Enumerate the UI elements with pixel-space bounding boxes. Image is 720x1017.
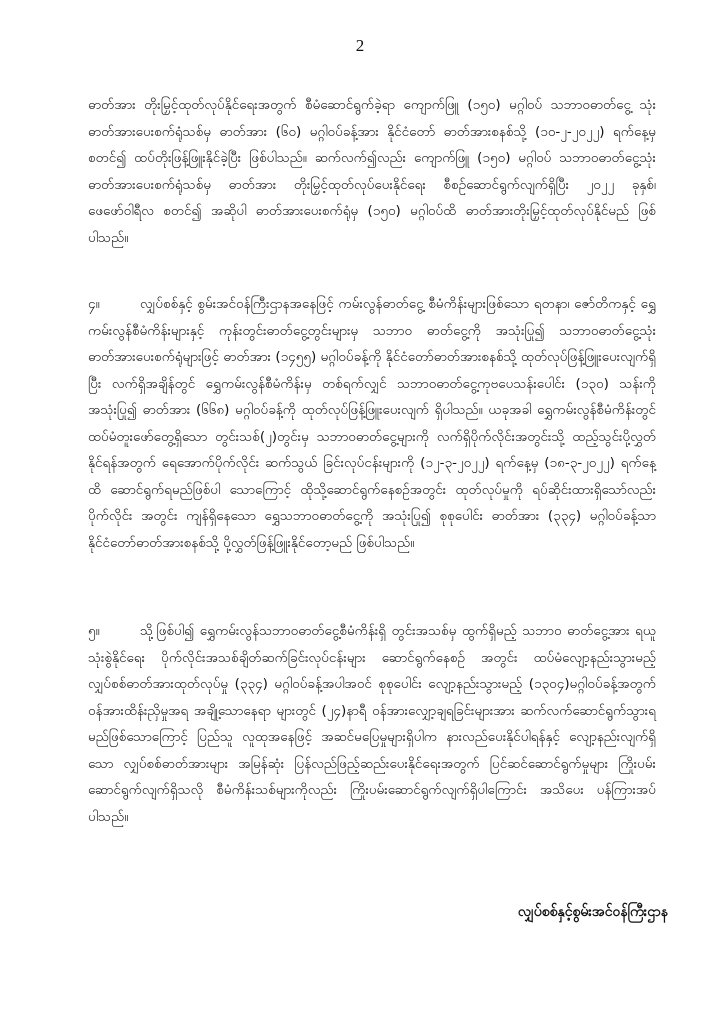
- paragraph-text: သို့ဖြစ်ပါ၍ ရွှေကမ်းလွန်သဘာဝဓာတ်ငွေ့စီမံကိန်းရှိ တွင်းအသစ်မှ ထွက်ရှိမည့် သဘာဝ ဓာတ်ငွေ့အား ရယူသုံးစွဲနိုင်ရေး ပိုက်လိုင်းအသစ်ချိတ်ဆက်ခြင်းလုပ်ငန်းများ ဆောင်ရွက်နေစဉ် အတွင်း ထပ်မံလျော့နည်းသွားမည့် လျှပ်စစ်ဓာတ်အားထုတ်လုပ်မှု (၃၃၄) မဂ္ဂါဝပ်ခန့်အပါအဝင် စုစုပေါင်း လျော့နည်းသွားမည့် (၁၃၀၄)မဂ္ဂါဝပ်ခန့်အတွက် ဝန်အားထိန်းညှိမှုအရ အချို့သောနေရာ များတွင် (၂၄)နာရီ ဝန်အားလျှော့ချရခြင်းများအား ဆက်လက်ဆောင်ရွက်သွားရမည်ဖြစ်သောကြောင့် ပြည်သူ လူထုအနေဖြင့် အဆင်မပြေမှုများရှိပါက နားလည်ပေးနိုင်ပါရန်နှင့် လျော့နည်းလျက်ရှိသော လျှပ်စစ်ဓာတ်အားများ အမြန်ဆုံး ပြန်လည်ဖြည့်ဆည်းပေးနိုင်ရေးအတွက် ပြင်ဆင်ဆောင်ရွက်မှုများ ကြိုးပမ်းဆောင်ရွက်လျက်ရှိသလို စီမံကိန်းသစ်များကိုလည်း ကြိုးပမ်းဆောင်ရွက်လျက်ရှိပါကြောင်း အသိပေး ပန်ကြားအပ်ပါသည်။: [88, 623, 656, 825]
- paragraph-text: လျှပ်စစ်နှင့် စွမ်းအင်ဝန်ကြီးဌာနအနေဖြင့် ကမ်းလွန်ဓာတ်ငွေ့ စီမံကိန်းများဖြစ်သော ရတနာ၊ ဇော်တိကနှင့် ရွှေကမ်းလွန်စီမံကိန်းများနှင့် ကုန်းတွင်းဓာတ်ငွေ့တွင်းများမှ သဘာဝ ဓာတ်ငွေ့ကို အသုံးပြု၍ သဘာဝဓာတ်ငွေ့သုံး ဓာတ်အားပေးစက်ရုံများဖြင့် ဓာတ်အား (၁၄၅၅) မဂ္ဂါဝပ်ခန့်ကို နိုင်ငံတော်ဓာတ်အားစနစ်သို့ ထုတ်လုပ်ဖြန့်ဖြူးပေးလျက်ရှိပြီး လက်ရှိအချိန်တွင် ရွှေကမ်းလွန်စီမံကိန်းမှ တစ်ရက်လျှင် သဘာဝဓာတ်ငွေ့ကုဗပေသန်းပေါင်း (၁၃၀) သန်းကို အသုံးပြု၍ ဓာတ်အား (၆၆၈) မဂ္ဂါဝပ်ခန့်ကို ထုတ်လုပ်ဖြန့်ဖြူးပေးလျက် ရှိပါသည်။ ယခုအခါ ရွှေကမ်းလွန်စီမံကိန်းတွင် ထပ်မံတူးဖော်တွေ့ရှိသော တွင်းသစ်(၂)တွင်းမှ သဘာဝဓာတ်ငွေ့များကို လက်ရှိပိုက်လိုင်းအတွင်းသို့ ထည့်သွင်းပို့လွှတ်နိုင်ရန်အတွက် ရေအောက်ပိုက်လိုင်း ဆက်သွယ် ခြင်းလုပ်ငန်းများကို (၁၂-၃-၂၀၂၂) ရက်နေ့မှ (၁၈-၃-၂၀၂၂) ရက်နေ့ထိ ဆောင်ရွက်ရမည်ဖြစ်ပါ သောကြောင့် ထိုသို့ဆောင်ရွက်နေစဉ်အတွင်း ထုတ်လုပ်မှုကို ရပ်ဆိုင်းထားရှိသော်လည်း ပိုက်လိုင်း အတွင်း ကျန်ရှိနေသော ရွှေသဘာဝဓာတ်ငွေ့ကို အသုံးပြု၍ စုစုပေါင်း ဓာတ်အား (၃၃၄) မဂ္ဂါဝပ်ခန့်သာ နိုင်ငံတော်ဓာတ်အားစနစ်သို့ ပို့လွှတ်ဖြန့်ဖြူးနိုင်တော့မည် ဖြစ်ပါသည်။: [88, 296, 656, 551]
- paragraph-number: ၅။: [88, 623, 100, 639]
- paragraph-text: ဓာတ်အား တိုးမြှင့်ထုတ်လုပ်နိုင်ရေးအတွက် စီမံဆောင်ရွက်ခဲ့ရာ ကျောက်ဖြူ (၁၅၀) မဂ္ဂါဝပ် သဘာဝဓာတ်ငွေ့ သုံးဓာတ်အားပေးစက်ရုံသစ်မှ ဓာတ်အား (၆၀) မဂ္ဂါဝပ်ခန့်အား နိုင်ငံတော် ဓာတ်အားစနစ်သို့ (၁၀-၂-၂၀၂၂) ရက်နေ့မှစတင်၍ ထပ်တိုးဖြန့်ဖြူးနိုင်ခဲ့ပြီး ဖြစ်ပါသည်။ ဆက်လက်၍လည်း ကျောက်ဖြူ (၁၅၀) မဂ္ဂါဝပ် သဘာဝဓာတ်ငွေ့သုံး ဓာတ်အားပေးစက်ရုံသစ်မှ ဓာတ်အား တိုးမြှင့်ထုတ်လုပ်ပေးနိုင်ရေး စီစဉ်ဆောင်ရွက်လျက်ရှိပြီး ၂၀၂၂ ခုနှစ်၊ ဖေဖော်ဝါရီလ စတင်၍ အဆိုပါ ဓာတ်အားပေးစက်ရုံမှ (၁၅၀) မဂ္ဂါဝပ်ထိ ဓာတ်အားတိုးမြှင့်ထုတ်လုပ်နိုင်မည် ဖြစ်ပါသည်။: [88, 97, 656, 246]
- paragraph-5: [88, 618, 656, 830]
- ministry-signature: လျှပ်စစ်နှင့်စွမ်းအင်ဝန်ကြီးဌာန: [517, 904, 668, 920]
- page-number: 2: [355, 36, 365, 55]
- paragraph-4: [88, 291, 656, 556]
- paragraph-continuation: [88, 92, 656, 251]
- paragraph-number: ၄။: [88, 296, 100, 312]
